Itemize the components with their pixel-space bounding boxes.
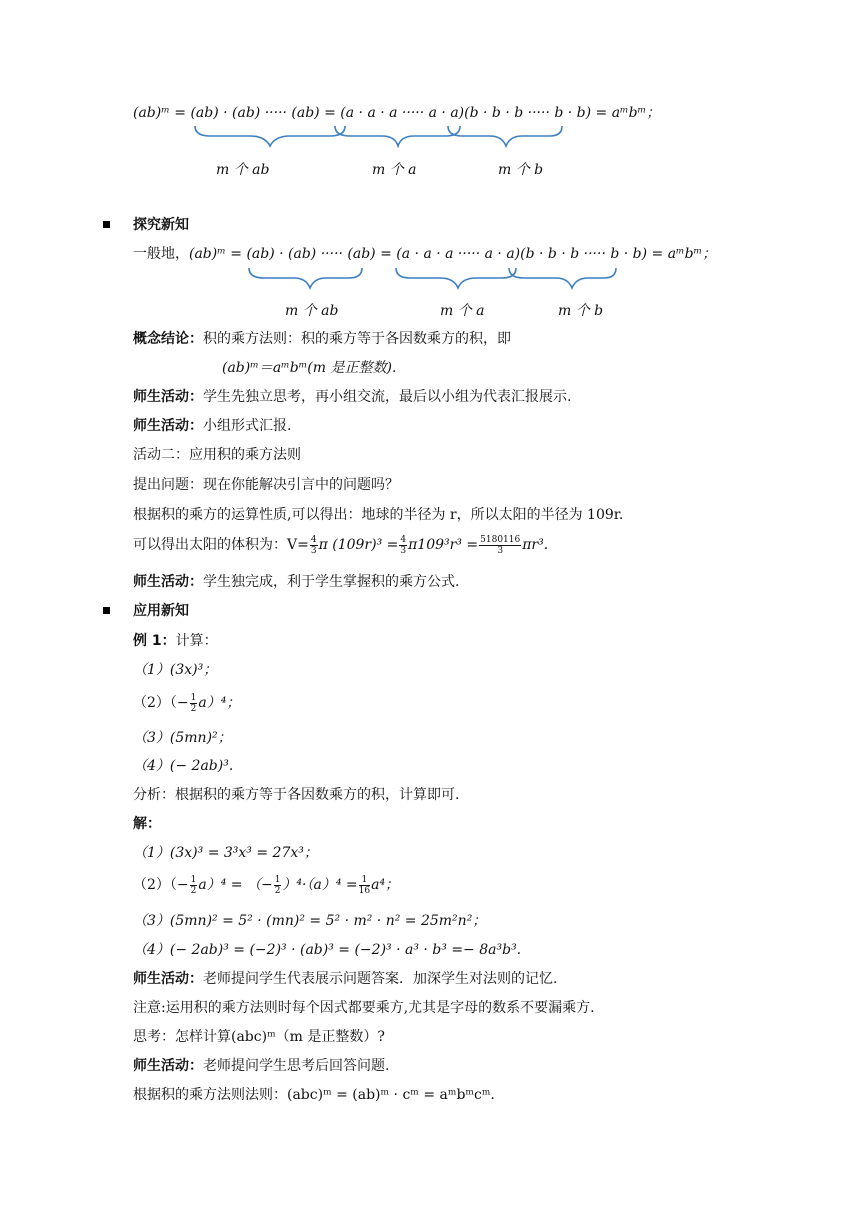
solution-2: （2）（− $\frac{1}{2}$ a）⁴ = （− $\frac{1}{2}$ ）⁴·（a）⁴ = $\frac{1}{16}$ a⁴； (133, 874, 400, 896)
general-label-a: m 个 a (440, 303, 485, 319)
activity-label: 师生活动： (133, 389, 203, 405)
derive-line: 根据积的乘方的运算性质,可以得出：地球的半径为 r，所以太阳的半径为 109r. (133, 507, 624, 523)
top-label-b: m 个 b (498, 162, 544, 178)
product-power-rule: (ab)ᵐ＝aᵐbᵐ(m 是正整数). (222, 360, 397, 376)
top-label-a: m 个 a (372, 162, 417, 178)
volume-mid: π109³r³ = (408, 537, 479, 553)
activity-label: 师生活动： (133, 971, 203, 987)
solution-4: （4）(− 2ab)³ = (−2)³ · (ab)³ = (−2)³ · a³ · b³ =− 8a³b³. (133, 942, 522, 958)
activity-label: 师生活动： (133, 1058, 203, 1074)
concept-text: 积的乘方法则：积的乘方等于各因数乘方的积，即 (203, 331, 511, 347)
general-formula-line (133, 244, 716, 264)
activity-text: 老师提问学生代表展示问题答案．加深学生对法则的记忆. (203, 971, 558, 987)
section-heading-explore: 探究新知 (133, 217, 189, 233)
activity-label: 师生活动： (133, 418, 203, 434)
activity-3 (133, 572, 459, 592)
activity-2 (133, 416, 291, 436)
general-braces (244, 266, 624, 290)
fraction-4-3: $\frac{4}{3}$ (310, 534, 317, 556)
activity-text: 学生先独立思考，再小组交流，最后以小组为代表汇报展示. (203, 389, 572, 405)
fraction-1-2: $\frac{1}{2}$ (190, 692, 197, 714)
general-label-b: m 个 b (558, 303, 604, 319)
volume-end: πr³. (522, 537, 549, 553)
fraction-4-3: $\frac{4}{3}$ (400, 534, 407, 556)
fraction-1-2: $\frac{1}{2}$ (274, 874, 281, 896)
activity-two-title: 活动二：应用积的乘方法则 (133, 447, 301, 463)
fraction-1-16: $\frac{1}{16}$ (358, 874, 371, 896)
example-label: 例 1： (133, 633, 176, 649)
example-item-3: （3）(5mn)²； (133, 730, 232, 746)
volume-prefix: 可以得出太阳的体积为：V= (133, 537, 309, 553)
top-braces (190, 124, 570, 148)
general-formula: (ab)ᵐ = (ab) · (ab) ····· (ab) = (a · a · a ····· a · a)(b · b · b ····· b · b) = aᵐbᵐ； (189, 246, 717, 262)
bullet-square (103, 221, 110, 228)
general-lead: 一般地， (133, 246, 189, 262)
solution-1: （1）(3x)³ = 3³x³ = 27x³； (133, 845, 318, 861)
activity-4 (133, 969, 557, 989)
analysis-line: 分析：根据积的乘方等于各因数乘方的积，计算即可. (133, 787, 460, 803)
example-item-2: （2）（− $\frac{1}{2}$ a）⁴； (133, 692, 241, 714)
concept-label: 概念结论： (133, 331, 203, 347)
think-line: 思考：怎样计算(abc)ᵐ（m 是正整数）? (133, 1029, 385, 1045)
activity-text: 小组形式汇报. (203, 418, 292, 434)
fraction-1-2: $\frac{1}{2}$ (190, 874, 197, 896)
top-label-ab: m 个 ab (216, 162, 270, 178)
example-1 (133, 631, 218, 651)
example-item-1: （1）(3x)³； (133, 662, 218, 678)
solution-3: （3）(5mn)² = 5² · (mn)² = 5² · m² · n² = 25m²n²； (133, 913, 487, 929)
activity-text: 老师提问学生思考后回答问题. (203, 1058, 390, 1074)
final-line: 根据积的乘方法则法则：(abc)ᵐ = (ab)ᵐ · cᵐ = aᵐbᵐcᵐ. (133, 1087, 495, 1103)
general-label-ab: m 个 ab (285, 303, 339, 319)
activity-1 (133, 387, 571, 407)
section-heading-apply: 应用新知 (133, 603, 189, 619)
volume-rest: π (109r)³ = (318, 537, 399, 553)
example-item-4: （4）(− 2ab)³. (133, 758, 234, 774)
question-line: 提出问题：现在你能解决引言中的问题吗？ (133, 477, 399, 493)
top-formula: (ab)ᵐ = (ab) · (ab) ····· (ab) = (a · a · a ····· a · a)(b · b · b ····· b · b) = aᵐbᵐ； (133, 105, 661, 121)
activity-label: 师生活动： (133, 574, 203, 590)
activity-text: 学生独完成，利于学生掌握积的乘方公式. (203, 574, 460, 590)
concept-conclusion (133, 329, 511, 349)
activity-5 (133, 1056, 389, 1076)
fraction-big: $\frac{5180116}{3}$ (480, 534, 521, 556)
example-text: 计算： (175, 633, 218, 649)
volume-line (133, 532, 548, 558)
bullet-square (103, 607, 110, 614)
solution-label: 解： (133, 816, 161, 832)
note-line: 注意:运用积的乘方法则时每个因式都要乘方,尤其是字母的数系不要漏乘方. (133, 1000, 595, 1016)
